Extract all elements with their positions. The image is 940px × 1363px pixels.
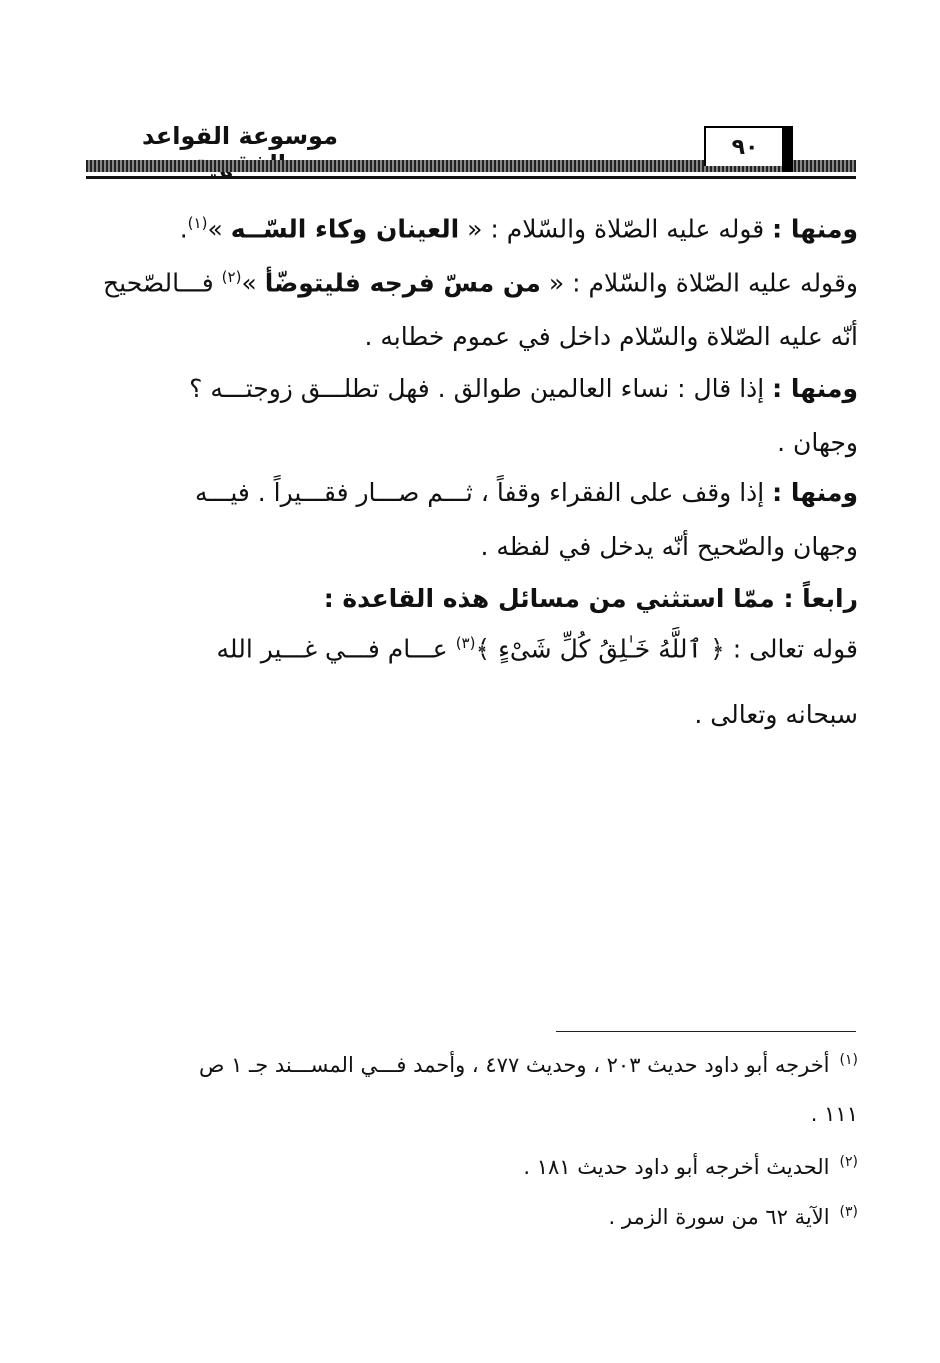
paragraph-6-continuation: عـــام فـــي غـــير الله <box>216 634 456 664</box>
quran-verse: ٱللَّهُ خَـٰلِقُ كُلِّ شَىْءٍ <box>498 634 703 664</box>
paragraph-4-label: ومنها : <box>772 478 858 507</box>
paragraph-6-text: قوله تعالى : ﴿ <box>702 634 858 664</box>
running-header-title: موسوعة القواعد <box>142 122 338 150</box>
paragraph-6-close: ﴾ <box>475 634 499 664</box>
paragraph-1-label: ومنها : <box>772 214 858 244</box>
footnote-separator <box>556 1031 856 1032</box>
paragraph-3-line-2: وجهان . <box>777 428 858 457</box>
footnote-ref-2[interactable]: (٢) <box>221 268 242 286</box>
paragraph-1-text: قوله عليه الصّلاة والسّلام : « <box>459 214 773 244</box>
paragraph-2-continuation: فـــالصّحيح <box>103 268 222 298</box>
section-heading: رابعاً : ممّا استثني من مسائل هذه القاعدة : <box>323 584 858 613</box>
paragraph-2-text: وقوله عليه الصّلاة والسّلام : « <box>540 268 858 298</box>
paragraph-2-close: » <box>241 268 265 298</box>
footnote-ref-1[interactable]: (١) <box>187 214 208 232</box>
paragraph-1-hadith: العينان وكاء السّــه <box>230 214 460 244</box>
footnote-3-text: الآية ٦٢ من سورة الزمر . <box>608 1205 830 1229</box>
paragraph-1-line-1 <box>180 214 858 243</box>
paragraph-2-line-1 <box>103 268 858 297</box>
paragraph-3-text: إذا قال : نساء العالمين طوالق . فهل تطلـــق زوجتـــه ؟ <box>189 374 773 403</box>
footnote-1-text: أخرجه أبو داود حديث ٢٠٣ ، وحديث ٤٧٧ ، وأحمد فـــي المســـند جـ ١ ص <box>199 1053 830 1077</box>
footnote-2-text: الحديث أخرجه أبو داود حديث ١٨١ . <box>523 1155 830 1179</box>
footnote-2-number: (٢) <box>839 1154 858 1170</box>
page-number-box-shadow <box>782 126 793 172</box>
footnote-3-number: (٣) <box>839 1204 858 1220</box>
paragraph-4-text: إذا وقف على الفقراء وقفاً ، ثـــم صـــار فقـــيراً . فيـــه <box>194 478 773 507</box>
paragraph-6-line-2: سبحانه وتعالى . <box>694 700 858 729</box>
footnote-ref-3[interactable]: (٣) <box>455 634 476 652</box>
paragraph-1-close: » <box>207 214 231 244</box>
paragraph-6-line-1 <box>217 634 858 663</box>
paragraph-1-end: . <box>179 214 188 244</box>
paragraph-3-line-1 <box>189 374 858 403</box>
footnote-1-number: (١) <box>839 1052 858 1068</box>
footnote-1-line-2: ١١١ . <box>810 1102 858 1126</box>
paragraph-2-hadith: من مسّ فرجه فليتوضّأ <box>264 268 541 298</box>
body-text <box>82 0 858 800</box>
paragraph-3-label: ومنها : <box>772 374 858 403</box>
footnote-2 <box>523 1154 858 1179</box>
footnote-3 <box>609 1204 858 1229</box>
paragraph-4-line-2: وجهان والصّحيح أنّه يدخل في لفظه . <box>480 532 858 561</box>
footnote-1 <box>199 1052 858 1077</box>
paragraph-2-line-2: أنّه عليه الصّلاة والسّلام داخل في عموم خطابه . <box>364 322 858 351</box>
paragraph-4-line-1 <box>195 478 858 507</box>
page-number: ٩٠ <box>704 126 786 166</box>
